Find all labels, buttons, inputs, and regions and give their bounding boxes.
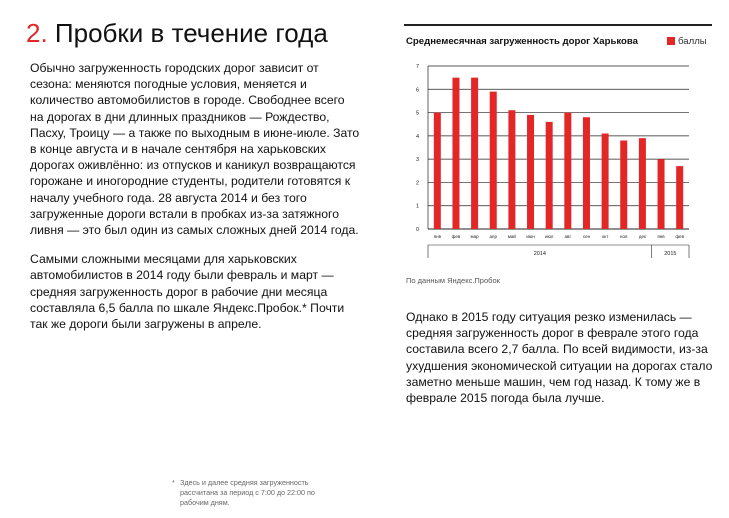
footnote-text: Здесь и далее средняя загруженность рассчитана за период с 7:00 до 22:00 по рабочим дням. (180, 478, 315, 507)
x-tick-label: июн (526, 234, 535, 239)
paragraph-worst-months: Самыми сложными месяцами для харьковских автомобилистов в 2014 году были февраль и март — средняя загруженность дорог в рабочие дни месяца составляла 6,5 балла по шкале Яндекс.Пробок.* Почти так же дороги были загружены в апреле. (30, 252, 345, 332)
chart-source: По данным Яндекс.Пробок (406, 276, 500, 285)
x-tick-label: сен (582, 234, 591, 239)
bar (583, 117, 590, 229)
bar (639, 138, 646, 229)
chart-bars (434, 78, 683, 229)
bar (564, 113, 571, 229)
bar (620, 141, 627, 229)
y-tick-label: 2 (415, 180, 419, 187)
bar (527, 115, 534, 229)
footnote (172, 478, 340, 508)
chart-title: Среднемесячная загруженность дорог Харькова (406, 36, 638, 47)
x-tick-label: фев (451, 234, 461, 239)
y-tick-label: 3 (415, 157, 419, 164)
y-tick-label: 6 (415, 87, 419, 94)
year-group-label: 2015 (664, 251, 677, 257)
bar (658, 159, 665, 229)
chart-grid (428, 66, 689, 229)
year-group-label: 2014 (533, 251, 546, 257)
x-tick-label: янв (433, 234, 441, 239)
paragraph-seasonality: Обычно загруженность городских дорог зависит от сезона: меняются погодные условия, меняется и количество автомобилистов в городе. Свободнее всего на дорогах в дни длинных праздников — Рождество, Пасху, Троицу — а также по выходным в июне-июле. Зато в конце августа и в начале сентября на харьковских дорогах оживлённо: из отпусков и каникул возвращаются горожане и иногородние студенты, родители готовятся к началу учебного года. 28 августа 2014 и без того загруженные дороги встали в пробках из-за затяжного ливня — это был один из самых сложных дней 2014 года. (30, 61, 360, 238)
footnote-mark: * (172, 478, 175, 487)
x-tick-label: апр (489, 234, 497, 239)
bar (508, 110, 515, 229)
x-tick-label: окт (601, 234, 609, 239)
x-tick-label: дек (638, 234, 646, 239)
bar (471, 78, 478, 229)
bar (452, 78, 459, 229)
x-tick-label: мар (470, 234, 479, 239)
bar (676, 166, 683, 229)
x-tick-label: май (507, 234, 516, 239)
y-tick-label: 4 (415, 133, 419, 140)
y-tick-label: 0 (415, 227, 419, 233)
x-tick-label: янв (657, 234, 665, 239)
legend-label: баллы (678, 36, 707, 47)
section-number: 2. (26, 18, 48, 48)
y-tick-label: 1 (415, 203, 419, 210)
x-tick-label: ноя (620, 234, 628, 239)
y-tick-label: 7 (415, 64, 419, 70)
bar (546, 122, 553, 229)
bar (490, 92, 497, 229)
y-tick-label: 5 (415, 110, 419, 117)
x-tick-label: фев (675, 234, 684, 239)
x-tick-label: авг (564, 234, 572, 239)
paragraph-2015: Однако в 2015 году ситуация резко изменилась — средняя загруженность дорог в феврале этого года составила всего 2,7 балла. По всей видимости, из-за ухудшения экономической ситуации на дорогах стало заметно меньше машин, чем год назад. К тому же в феврале 2015 погода была лучше. (406, 310, 713, 406)
bar (434, 113, 441, 229)
x-tick-label: июл (544, 234, 554, 239)
section-title: Пробки в течение года (54, 18, 328, 48)
bar (602, 134, 609, 229)
